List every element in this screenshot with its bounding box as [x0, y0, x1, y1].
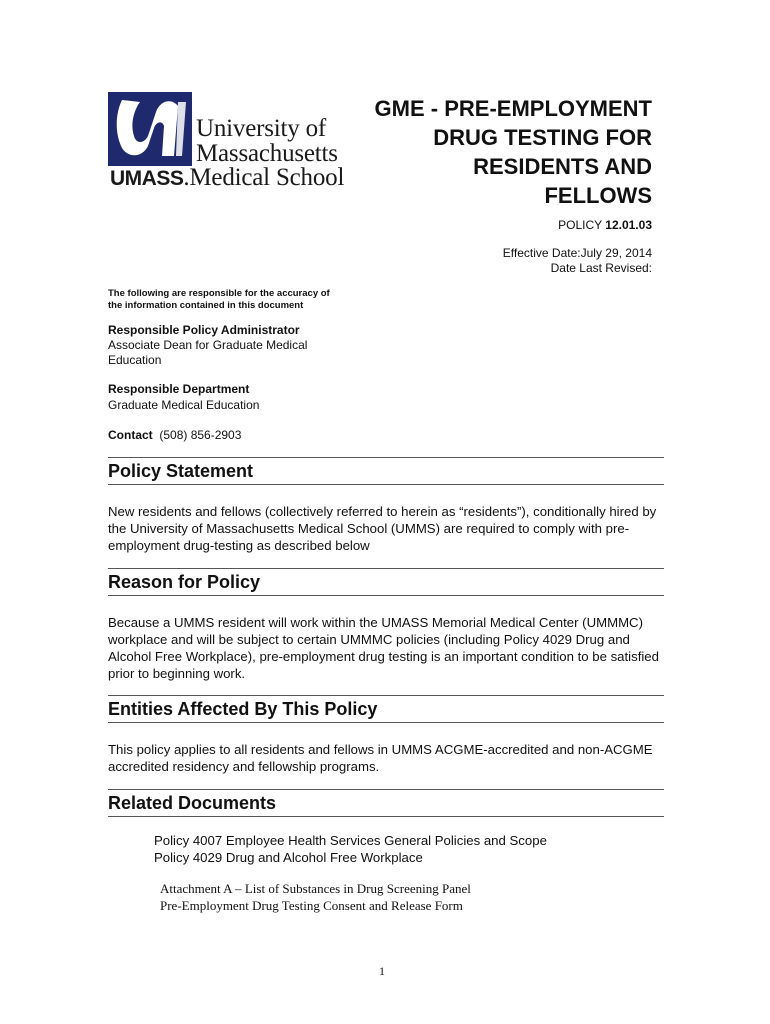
- attachment-item: Pre-Employment Drug Testing Consent and Release Form: [160, 898, 463, 913]
- effective-date: Effective Date:July 29, 2014: [502, 246, 652, 260]
- related-document-item: Policy 4007 Employee Health Services General Policies and Scope: [154, 833, 547, 848]
- related-documents-list: [154, 832, 547, 866]
- document-title: [332, 94, 652, 210]
- section-reason-for-policy: [108, 568, 664, 596]
- logo-text-line2: Massachusetts: [196, 140, 338, 167]
- title-line2: DRUG TESTING FOR: [433, 125, 652, 150]
- responsible-department-value: Graduate Medical Education: [108, 398, 260, 412]
- policy-number-value: 12.01.03: [605, 218, 652, 232]
- policy-dates: [503, 246, 652, 276]
- logo-umass-wordmark: UMASS: [110, 167, 184, 190]
- section-entities-affected: [108, 695, 664, 723]
- section-related-documents: [108, 789, 664, 817]
- entities-text: This policy applies to all residents and fellows in UMMS ACGME-accredited and non-ACGME accredited residency and fellowship programs.: [108, 742, 653, 774]
- policy-administrator-value: Associate Dean for Graduate Medical Education: [108, 338, 308, 367]
- policy-number: [558, 218, 652, 232]
- contact-phone: (508) 856-2903: [159, 428, 242, 442]
- reason-text: Because a UMMS resident will work within the UMASS Memorial Medical Center (UMMMC) workplace and will be subject to certain UMMMC policies (including Policy 4029 Drug and Alcohol Free Workplace), pre-employment drug testing is an important condition to be satisfied prior to beginning work.: [108, 615, 659, 681]
- section-policy-statement: [108, 457, 664, 485]
- section-heading: Policy Statement: [108, 461, 254, 481]
- responsibility-note-line1: The following are responsible for the accuracy of: [108, 288, 330, 299]
- responsibility-note-line2: the information contained in this document: [108, 300, 304, 311]
- section-heading: Entities Affected By This Policy: [108, 699, 378, 719]
- date-last-revised: Date Last Revised:: [550, 261, 652, 275]
- logo-medical-school: .Medical School: [183, 164, 345, 191]
- title-line3: RESIDENTS AND: [473, 154, 652, 179]
- page-number: 1: [379, 964, 385, 978]
- umass-logo-mark-icon: [108, 92, 192, 166]
- policy-label: POLICY: [558, 218, 602, 232]
- logo-text-line1: University of: [196, 115, 327, 142]
- university-logo: [108, 92, 358, 191]
- responsible-department-label: Responsible Department: [108, 382, 250, 396]
- policy-statement-text: New residents and fellows (collectively referred to herein as “residents”), conditionally hired by the University of Massachusetts Medical School (UMMS) are required to comply with pre-employment drug-testing as described below: [108, 504, 657, 553]
- policy-administrator-label: Responsible Policy Administrator: [108, 323, 300, 337]
- logo-text-line3: [110, 165, 344, 190]
- responsibility-note: [108, 288, 358, 312]
- attachment-item: Attachment A – List of Substances in Drug Screening Panel: [160, 881, 471, 896]
- section-heading: Reason for Policy: [108, 572, 261, 592]
- section-heading: Related Documents: [108, 793, 277, 813]
- title-line4: FELLOWS: [544, 183, 652, 208]
- title-line1: GME - PRE-EMPLOYMENT: [374, 96, 652, 121]
- contact: [108, 428, 241, 442]
- related-document-item: Policy 4029 Drug and Alcohol Free Workplace: [154, 850, 423, 865]
- attachments-list: [160, 880, 471, 914]
- contact-label: Contact: [108, 428, 153, 442]
